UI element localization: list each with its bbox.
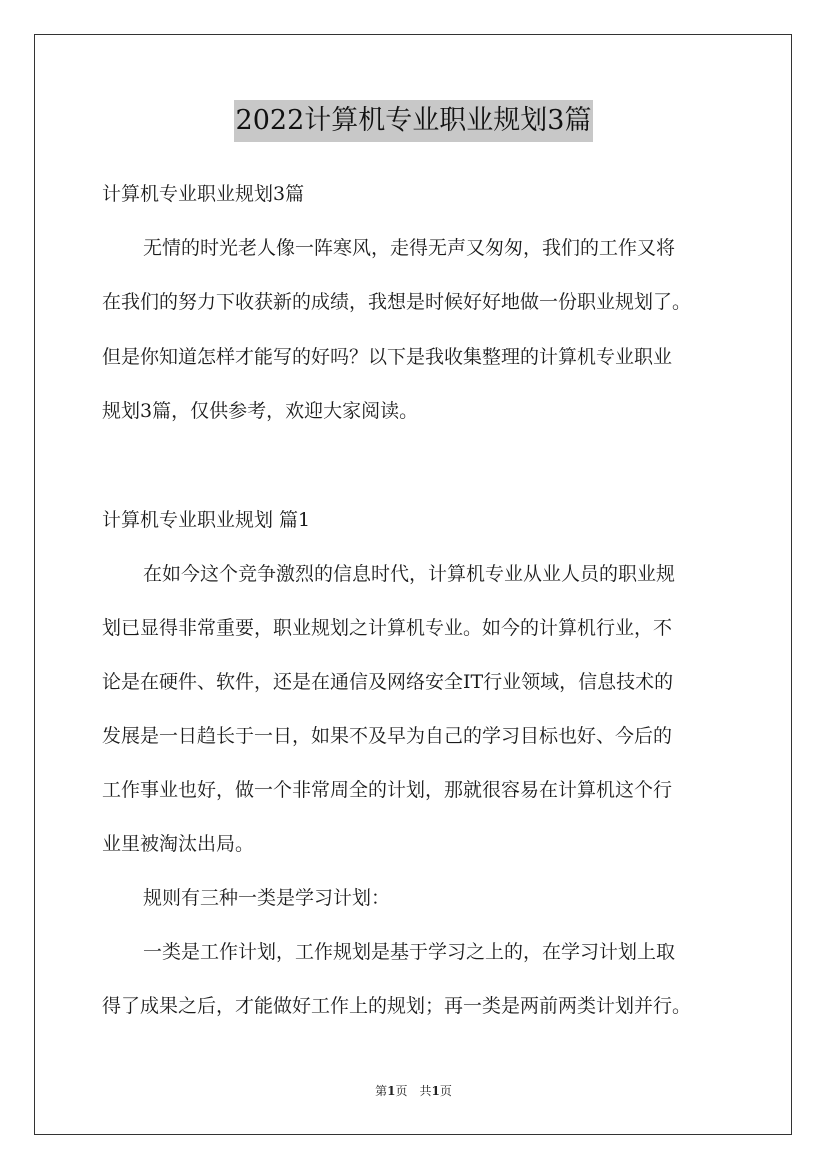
paragraph-line: 论是在硬件、软件，还是在通信及网络安全IT行业领域，信息技术的 xyxy=(102,671,674,693)
paragraph-line: 规则有三种一类是学习计划： xyxy=(143,887,391,909)
intro-line-2: 在我们的努力下收获新的成绩，我想是时候好好地做一份职业规划了。 xyxy=(102,291,692,313)
document-subtitle: 计算机专业职业规划3篇 xyxy=(102,183,305,205)
paragraph-line: 工作事业也好，做一个非常周全的计划，那就很容易在计算机这个行 xyxy=(102,779,673,801)
paragraph-line: 发展是一日趋长于一日，如果不及早为自己的学习目标也好、今后的 xyxy=(102,725,673,747)
footer-page-current: 1 xyxy=(387,1084,396,1098)
paragraph-line: 得了成果之后，才能做好工作上的规划；再一类是两前两类计划并行。 xyxy=(102,995,692,1017)
footer-page-prefix: 第 xyxy=(375,1084,388,1098)
title-container xyxy=(0,100,827,142)
page-footer xyxy=(0,1083,827,1099)
paragraph-line: 一类是工作计划，工作规划是基于学习之上的，在学习计划上取 xyxy=(143,941,676,963)
section-heading: 计算机专业职业规划 篇1 xyxy=(102,509,311,531)
intro-line-3: 但是你知道怎样才能写的好吗？以下是我收集整理的计算机专业职业 xyxy=(102,346,673,368)
footer-page-mid: 页 共 xyxy=(395,1084,432,1098)
footer-page-total: 1 xyxy=(431,1084,440,1098)
document-title: 2022计算机专业职业规划3篇 xyxy=(234,100,594,142)
intro-line-1: 无情的时光老人像一阵寒风，走得无声又匆匆，我们的工作又将 xyxy=(143,237,676,259)
paragraph-line: 划已显得非常重要，职业规划之计算机专业。如今的计算机行业，不 xyxy=(102,617,673,639)
paragraph-line: 业里被淘汰出局。 xyxy=(102,833,255,855)
footer-page-suffix: 页 xyxy=(439,1084,452,1098)
intro-line-4: 规划3篇，仅供参考，欢迎大家阅读。 xyxy=(102,400,419,422)
paragraph-line: 在如今这个竞争激烈的信息时代，计算机专业从业人员的职业规 xyxy=(143,563,676,585)
